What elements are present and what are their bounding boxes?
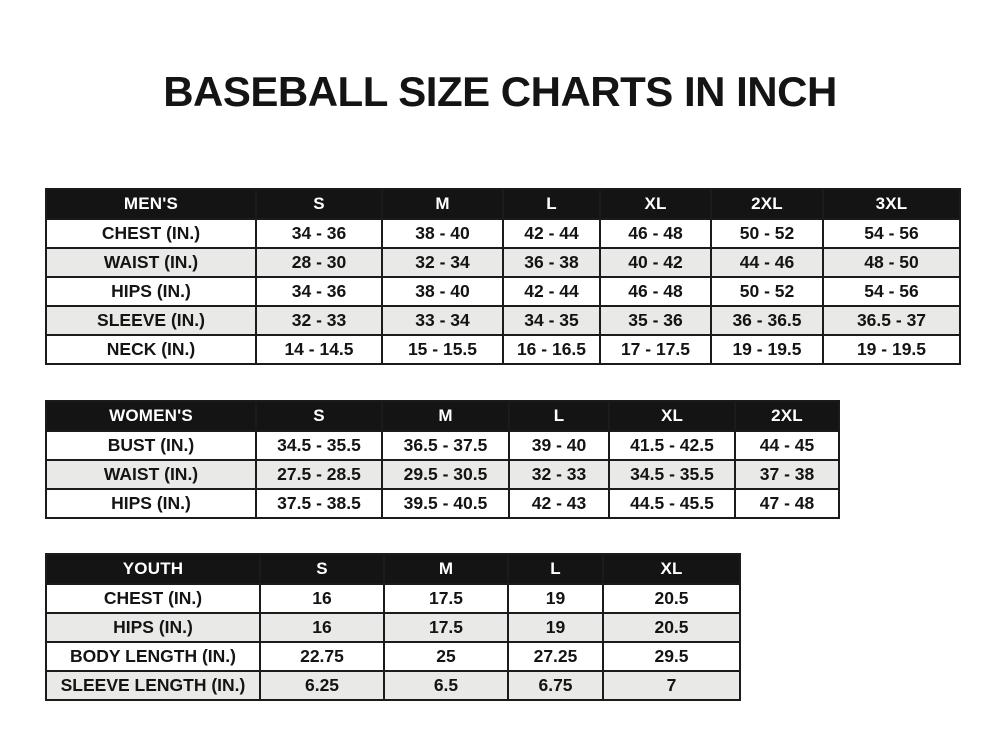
size-value: 36.5 - 37.5 <box>382 431 509 460</box>
size-value: 16 - 16.5 <box>503 335 600 364</box>
row-label: SLEEVE (IN.) <box>46 306 256 335</box>
mens-row-hipsin <box>46 277 960 306</box>
size-value: 39.5 - 40.5 <box>382 489 509 518</box>
row-label: WAIST (IN.) <box>46 460 256 489</box>
size-value: 19 <box>508 613 603 642</box>
mens-table-title: MEN'S <box>46 189 256 219</box>
size-value: 54 - 56 <box>823 277 960 306</box>
size-value: 34.5 - 35.5 <box>609 460 735 489</box>
column-header-xl: XL <box>600 189 711 219</box>
size-value: 39 - 40 <box>509 431 609 460</box>
row-label: HIPS (IN.) <box>46 489 256 518</box>
size-value: 7 <box>603 671 740 700</box>
size-value: 50 - 52 <box>711 219 823 248</box>
size-value: 15 - 15.5 <box>382 335 503 364</box>
size-value: 50 - 52 <box>711 277 823 306</box>
mens-size-table <box>45 188 961 365</box>
size-value: 27.25 <box>508 642 603 671</box>
size-value: 48 - 50 <box>823 248 960 277</box>
size-value: 6.75 <box>508 671 603 700</box>
mens-header-row <box>46 189 960 219</box>
size-value: 6.25 <box>260 671 384 700</box>
size-value: 32 - 33 <box>256 306 382 335</box>
mens-row-sleevein <box>46 306 960 335</box>
size-value: 27.5 - 28.5 <box>256 460 382 489</box>
size-value: 20.5 <box>603 613 740 642</box>
size-value: 17.5 <box>384 613 508 642</box>
womens-header-row <box>46 401 839 431</box>
column-header-xl: XL <box>609 401 735 431</box>
mens-row-neckin <box>46 335 960 364</box>
size-value: 20.5 <box>603 584 740 613</box>
size-value: 54 - 56 <box>823 219 960 248</box>
column-header-s: S <box>256 189 382 219</box>
size-value: 34 - 35 <box>503 306 600 335</box>
size-value: 37.5 - 38.5 <box>256 489 382 518</box>
row-label: CHEST (IN.) <box>46 584 260 613</box>
size-value: 44 - 45 <box>735 431 839 460</box>
size-value: 36 - 38 <box>503 248 600 277</box>
row-label: BUST (IN.) <box>46 431 256 460</box>
column-header-s: S <box>260 554 384 584</box>
row-label: BODY LENGTH (IN.) <box>46 642 260 671</box>
size-value: 46 - 48 <box>600 277 711 306</box>
mens-row-waistin <box>46 248 960 277</box>
womens-table-title: WOMEN'S <box>46 401 256 431</box>
size-value: 22.75 <box>260 642 384 671</box>
column-header-2xl: 2XL <box>735 401 839 431</box>
size-value: 17.5 <box>384 584 508 613</box>
size-value: 34.5 - 35.5 <box>256 431 382 460</box>
size-value: 16 <box>260 613 384 642</box>
size-value: 29.5 <box>603 642 740 671</box>
size-value: 44 - 46 <box>711 248 823 277</box>
size-value: 19 - 19.5 <box>711 335 823 364</box>
column-header-2xl: 2XL <box>711 189 823 219</box>
size-value: 34 - 36 <box>256 277 382 306</box>
size-value: 17 - 17.5 <box>600 335 711 364</box>
womens-row-hipsin <box>46 489 839 518</box>
column-header-3xl: 3XL <box>823 189 960 219</box>
size-value: 14 - 14.5 <box>256 335 382 364</box>
row-label: WAIST (IN.) <box>46 248 256 277</box>
womens-size-table <box>45 400 840 519</box>
size-value: 34 - 36 <box>256 219 382 248</box>
youth-table-title: YOUTH <box>46 554 260 584</box>
size-value: 42 - 44 <box>503 219 600 248</box>
row-label: CHEST (IN.) <box>46 219 256 248</box>
size-value: 37 - 38 <box>735 460 839 489</box>
row-label: NECK (IN.) <box>46 335 256 364</box>
size-value: 38 - 40 <box>382 277 503 306</box>
size-value: 36.5 - 37 <box>823 306 960 335</box>
size-value: 44.5 - 45.5 <box>609 489 735 518</box>
column-header-m: M <box>382 189 503 219</box>
womens-row-waistin <box>46 460 839 489</box>
size-value: 41.5 - 42.5 <box>609 431 735 460</box>
size-value: 16 <box>260 584 384 613</box>
youth-header-row <box>46 554 740 584</box>
size-value: 19 <box>508 584 603 613</box>
mens-row-chestin <box>46 219 960 248</box>
youth-size-table <box>45 553 741 701</box>
size-value: 32 - 34 <box>382 248 503 277</box>
size-value: 35 - 36 <box>600 306 711 335</box>
column-header-l: L <box>508 554 603 584</box>
size-value: 40 - 42 <box>600 248 711 277</box>
size-value: 32 - 33 <box>509 460 609 489</box>
column-header-l: L <box>503 189 600 219</box>
size-value: 47 - 48 <box>735 489 839 518</box>
size-value: 25 <box>384 642 508 671</box>
youth-row-bodylengthin <box>46 642 740 671</box>
youth-row-hipsin <box>46 613 740 642</box>
youth-row-chestin <box>46 584 740 613</box>
size-value: 46 - 48 <box>600 219 711 248</box>
row-label: SLEEVE LENGTH (IN.) <box>46 671 260 700</box>
row-label: HIPS (IN.) <box>46 613 260 642</box>
column-header-m: M <box>382 401 509 431</box>
size-value: 33 - 34 <box>382 306 503 335</box>
size-value: 6.5 <box>384 671 508 700</box>
row-label: HIPS (IN.) <box>46 277 256 306</box>
size-value: 19 - 19.5 <box>823 335 960 364</box>
womens-row-bustin <box>46 431 839 460</box>
column-header-l: L <box>509 401 609 431</box>
youth-row-sleevelengthin <box>46 671 740 700</box>
size-value: 36 - 36.5 <box>711 306 823 335</box>
page-title: BASEBALL SIZE CHARTS IN INCH <box>163 68 837 115</box>
size-value: 38 - 40 <box>382 219 503 248</box>
size-value: 42 - 43 <box>509 489 609 518</box>
column-header-xl: XL <box>603 554 740 584</box>
size-value: 28 - 30 <box>256 248 382 277</box>
column-header-s: S <box>256 401 382 431</box>
column-header-m: M <box>384 554 508 584</box>
size-value: 42 - 44 <box>503 277 600 306</box>
size-value: 29.5 - 30.5 <box>382 460 509 489</box>
